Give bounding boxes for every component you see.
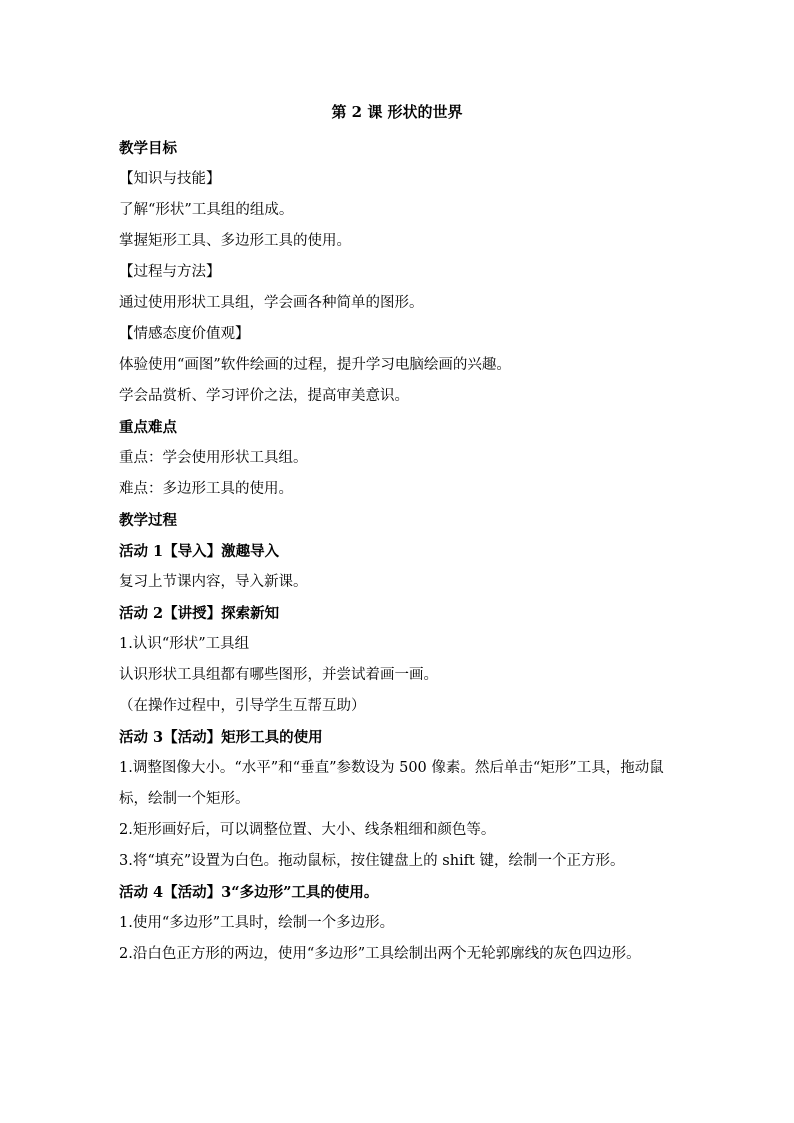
paragraph: 体验使用“画图”软件绘画的过程，提升学习电脑绘画的兴趣。 [119, 357, 511, 373]
paragraph: 2.矩形画好后，可以调整位置、大小、线条粗细和颜色等。 [119, 822, 496, 838]
page-title: 第 2 课 形状的世界 [331, 103, 463, 121]
paragraph: 复习上节课内容，导入新课。 [119, 574, 308, 590]
heading-teaching-process: 教学过程 [119, 512, 177, 529]
paragraph: 2.沿白色正方形的两边，使用“多边形”工具绘制出两个无轮郭廓线的灰色四边形。 [119, 946, 641, 962]
paragraph: 难点：多边形工具的使用。 [119, 481, 293, 497]
subheading-knowledge-skills: 【知识与技能】 [119, 171, 221, 187]
document-body [119, 133, 679, 970]
paragraph: 1.认识“形状”工具组 [119, 636, 250, 652]
heading-activity-2: 活动 2【讲授】探索新知 [119, 605, 280, 622]
heading-key-points: 重点难点 [119, 419, 177, 436]
subheading-attitude-values: 【情感态度价值观】 [119, 326, 250, 342]
paragraph: （在操作过程中，引导学生互帮互助） [119, 698, 366, 714]
paragraph: 3.将“填充”设置为白色。拖动鼠标，按住键盘上的 shift 键，绘制一个正方形。 [119, 853, 625, 869]
paragraph: 了解“形状”工具组的组成。 [119, 202, 294, 218]
heading-activity-4: 活动 4【活动】3“多边形”工具的使用。 [119, 884, 379, 901]
paragraph: 1.使用“多边形”工具时，绘制一个多边形。 [119, 915, 395, 931]
paragraph: 1.调整图像大小。“水平”和“垂直”参数设为 500 像素。然后单击“矩形”工具，拖动鼠标，绘制一个矩形。 [119, 760, 664, 807]
paragraph: 重点：学会使用形状工具组。 [119, 450, 308, 466]
heading-teaching-goals: 教学目标 [119, 140, 177, 157]
paragraph: 通过使用形状工具组，学会画各种简单的图形。 [119, 295, 424, 311]
paragraph: 掌握矩形工具、多边形工具的使用。 [119, 233, 351, 249]
heading-activity-1: 活动 1【导入】激趣导入 [119, 543, 280, 560]
subheading-process-method: 【过程与方法】 [119, 264, 221, 280]
paragraph: 学会品赏析、学习评价之法，提高审美意识。 [119, 388, 409, 404]
paragraph: 认识形状工具组都有哪些图形，并尝试着画一画。 [119, 667, 438, 683]
heading-activity-3: 活动 3【活动】矩形工具的使用 [119, 729, 323, 746]
